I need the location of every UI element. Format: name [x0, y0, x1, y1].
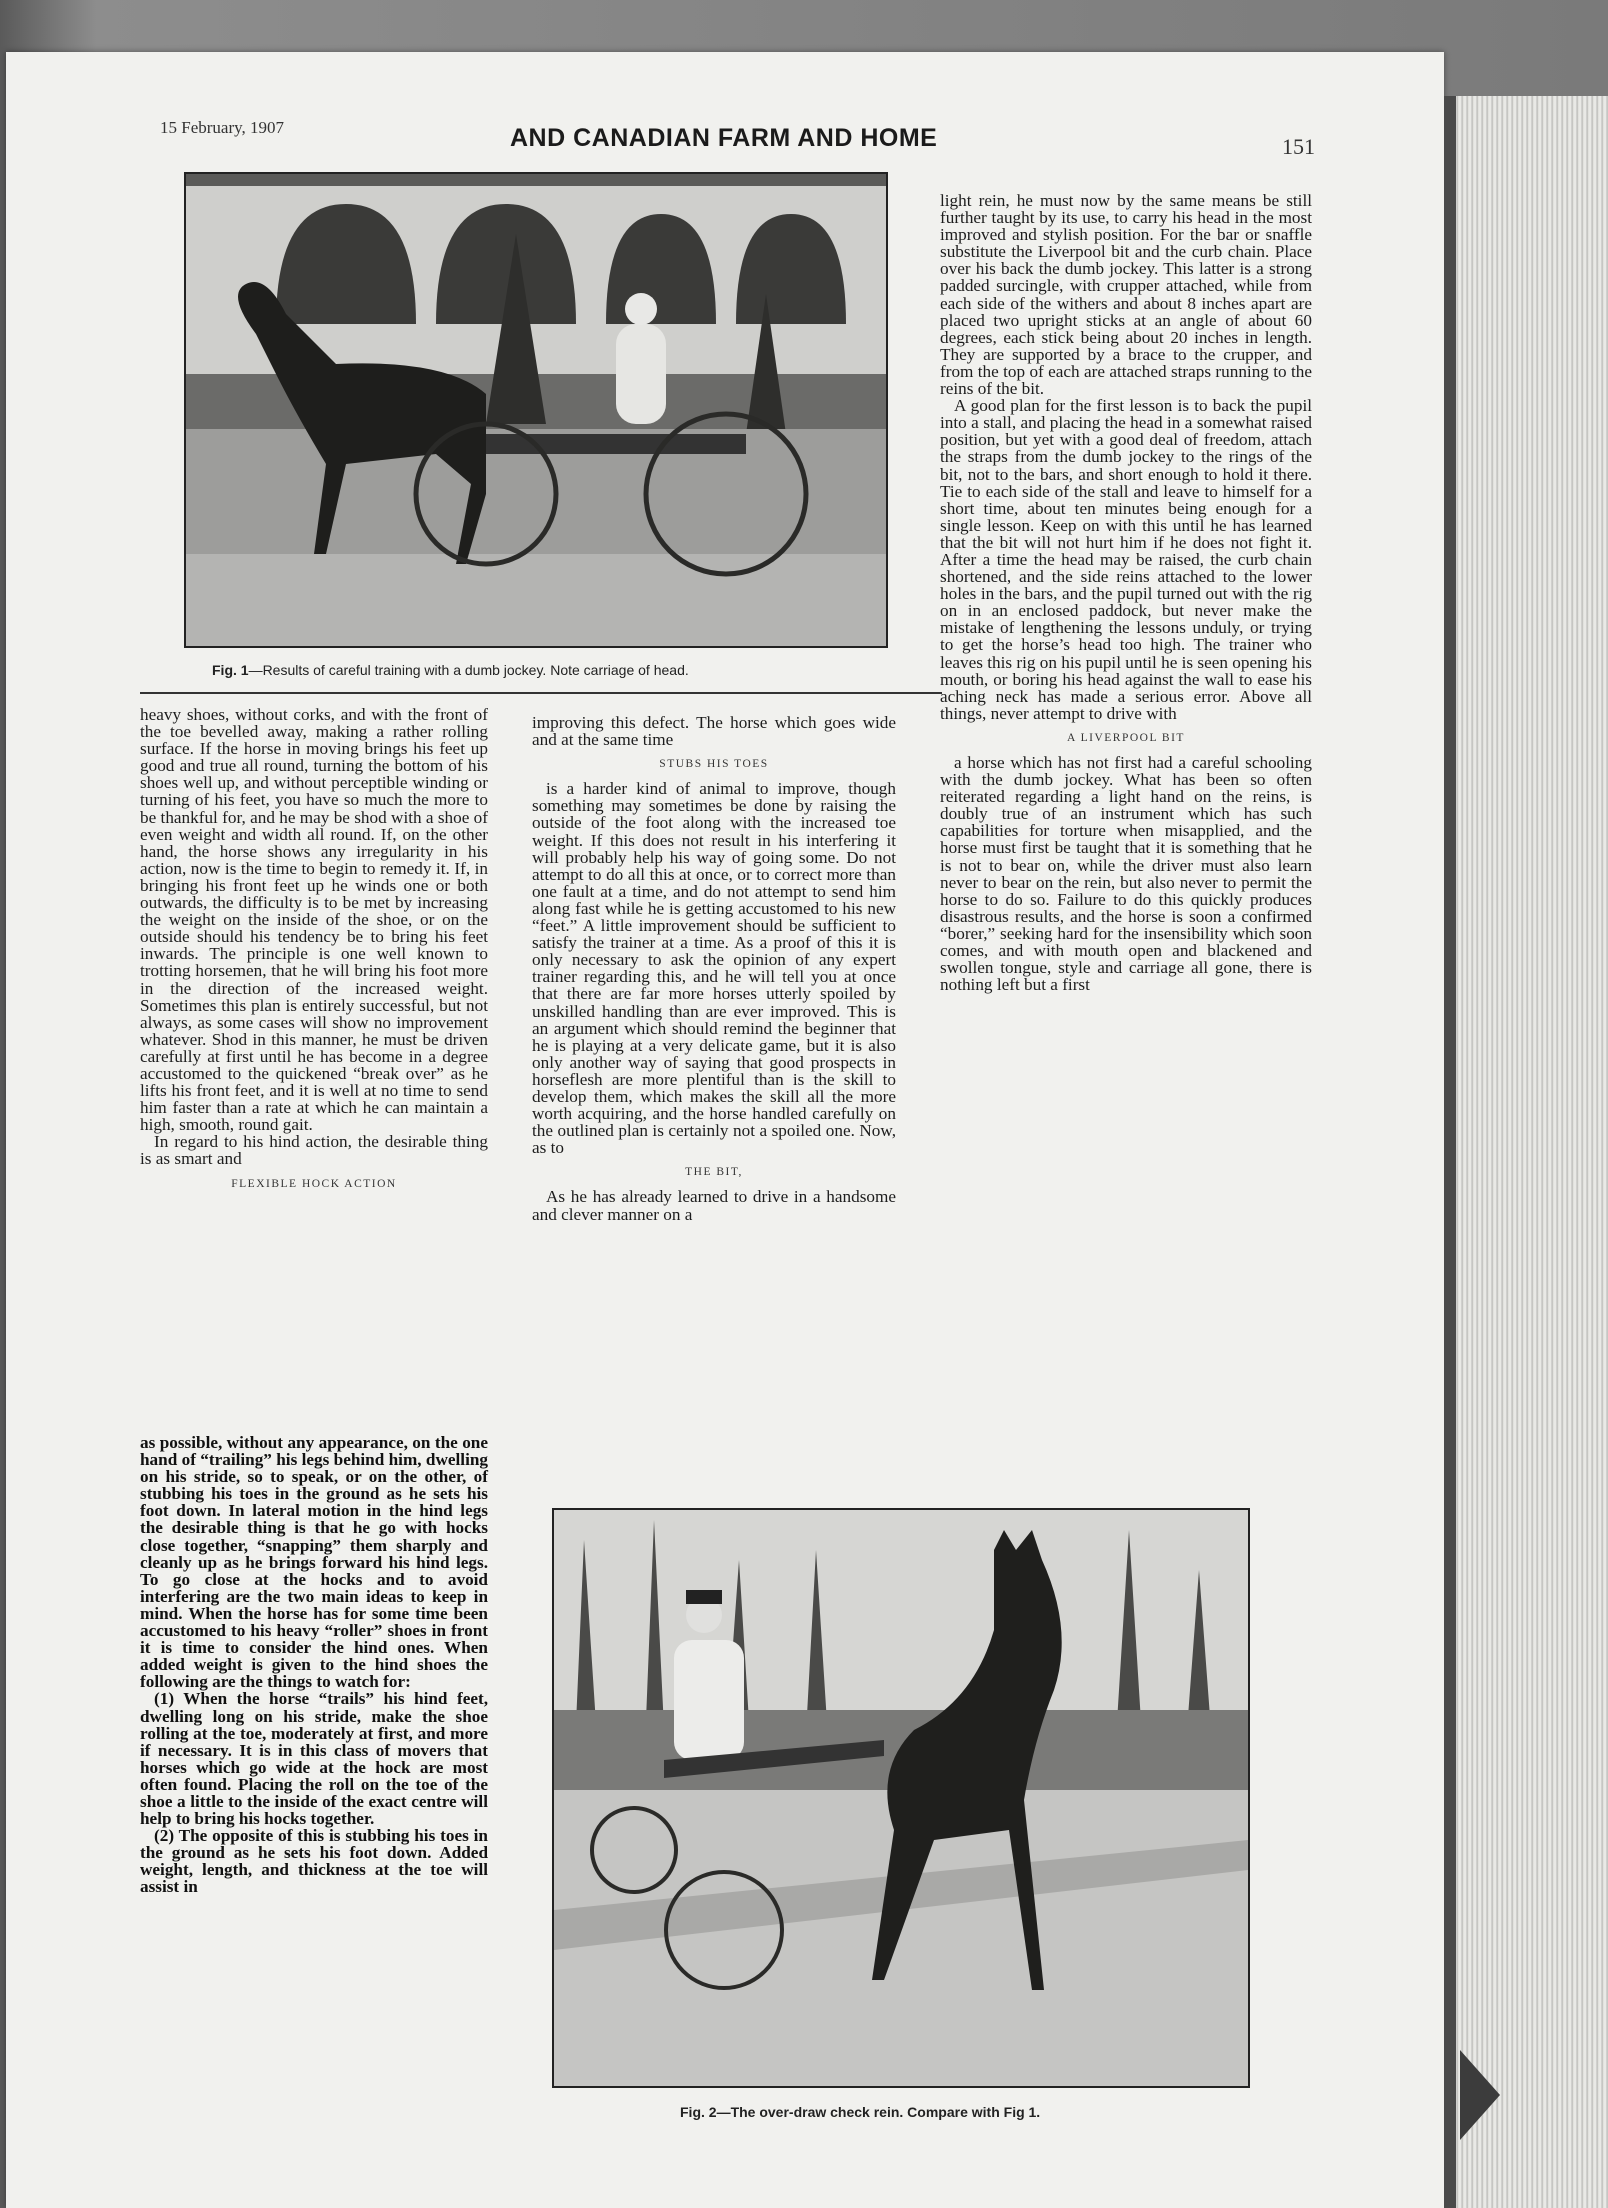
col2-subhead-the-bit: THE BIT, — [685, 1166, 743, 1179]
col3-paragraph-2: A good plan for the first lesson is to back the pupil into a stall, and placing the head in a somewhat raised position, but yet with a good deal of freedom, attach the straps from the dumb jockey to the rings of the bit, not to the bars, and short enough to hold it there. Tie to each side of the stall and leave to himself for a short time, about ten minutes being enough for a single lesson. Keep on with this until he has learned that the bit will not hurt him if he does not fight it. After a time the head may be raised, the curb chain shortened, and the side reins attached to the lower holes in the bars, and the pupil turned out with the rig on in an enclosed paddock, but never make the mistake of lengthening the lessons unduly, or trying to get the horse’s head too high. The trainer who leaves this rig on his pupil until he is seen opening his mouth, or boring his head against the wall to ease his aching neck has made a serious error. Above all things, never attempt to drive with — [940, 396, 1312, 723]
col2-paragraph-3: As he has already learned to drive in a handsome and clever manner on a — [532, 1187, 896, 1224]
figure-1-caption-text: —Results of careful training with a dumb jockey. Note carriage of head. — [248, 662, 689, 678]
horse-carriage-woman-photo — [186, 174, 886, 646]
figure-2-caption-text: —The over-draw check rein. Compare with Fig 1. — [716, 2104, 1041, 2120]
col1-paragraph-1: heavy shoes, without corks, and with the front of the toe bevelled away, making a rather rolling surface. If the horse in moving brings his feet up good and true all round, turning the bottom of his shoes well up, and without perceptible winding or turning of his feet, you have so much the more to be thankful for, and he may be shod with a shoe of even weight and width all round. If, on the other hand, the horse shows any irregularity in his action, now is the time to begin to remedy it. If, in bringing his front feet up he winds one or both outwards, the difficulty is to be met by increasing the weight on the inside of the shoe, or on the outside should his tendency be to bring his feet inwards. The principle is one well known to trotting horsemen, that he will bring his foot more in the direction of the increased weight. Sometimes this plan is entirely successful, but not always, as some cases will show no improvement whatever. Shod in this manner, he must be driven carefully at first until he has become in a degree accustomed to the quickened “break over” as he lifts his front feet, and it is well at no time to send him faster than a rate at which he can maintain a high, smooth, round gait. — [140, 705, 488, 1135]
header-title: AND CANADIAN FARM AND HOME — [510, 124, 938, 152]
col1-paragraph-5: (2) The opposite of this is stubbing his toes in the ground as he sets his foot down. Added weight, length, and thickness at the toe will assist in — [140, 1826, 488, 1897]
horse-gig-driver-photo — [554, 1510, 1248, 2086]
col1-paragraph-2: In regard to his hind action, the desirable thing is as smart and — [140, 1132, 488, 1169]
col3-subhead-liverpool-bit: A LIVERPOOL BIT — [1067, 731, 1185, 744]
col1-subhead-flexible-hock-action: FLEXIBLE HOCK ACTION — [231, 1177, 397, 1190]
figure-2-photo — [552, 1508, 1250, 2088]
col3-paragraph-3: a horse which has not first had a careful schooling with the dumb jockey. What has been so often reiterated regarding a light hand on the reins, is doubly true of an instrument which has such capabilities for torture when misapplied, and the horse must first be taught that it is something that he is not to bear on, while the driver must also learn never to bear on the rein, but also never to permit the horse to do so. Failure to do this quickly produces disastrous results, and the horse is soon a confirmed “borer,” seeking hard for the insensibility which soon comes, and with mouth open and blackened and swollen tongue, style and carriage all gone, there is nothing left but a first — [940, 753, 1312, 995]
header-date: 15 February, 1907 — [160, 118, 285, 137]
column-3 — [940, 192, 1312, 993]
book-page-edges — [1444, 96, 1608, 2208]
col2-subhead-stubs-his-toes: STUBS HIS TOES — [659, 758, 769, 771]
figure-2-caption — [680, 2104, 1040, 2120]
col2-paragraph-2: is a harder kind of animal to improve, though something may sometimes be done by raising the outside of the foot along with the increased toe weight. If this does not result in his interfering it will probably help his way of going some. Do not attempt to do all this at once, or to correct more than one fault at a time, and do not attempt to send him along fast while he is getting accustomed to his new “feet.” A little improvement should be sufficient to satisfy the trainer at a time. As a proof of this it is only necessary to ask the opinion of any expert trainer regarding this, and he will tell you at once that there are far more horses utterly spoiled by unskilled handling than are ever improved. This is an argument which should remind the beginner that he is playing at a very delicate game, but it is also only another way of saying that good prospects in horseflesh are more plentiful than is the skill to develop them, which makes the skill all the more worth acquiring, and the horse handled carefully on the outlined plan is certainly not a spoiled one. Now, as to — [532, 779, 896, 1158]
col2-paragraph-1: improving this defect. The horse which goes wide and at the same time — [532, 713, 896, 750]
page-number: 151 — [1282, 134, 1315, 159]
column-1-upper — [140, 706, 488, 1200]
figure-1-caption — [212, 662, 689, 678]
col3-paragraph-1: light rein, he must now by the same means be still further taught by its use, to carry his head in the most improved and stylish position. For the bar or snaffle substitute the Liverpool bit and the curb chain. Place over his back the dumb jockey. This latter is a strong padded surcingle, with crupper attached, while from each side of the withers and about 8 inches apart are placed two upright sticks at an angle of about 60 degrees, each stick being about 20 inches in length. They are supported by a brace to the crupper, and from the top of each are attached straps running to the reins of the bit. — [940, 191, 1312, 399]
figure-1-photo — [184, 172, 888, 648]
column-2 — [532, 714, 896, 1223]
figure-2-label: Fig. 2 — [680, 2104, 717, 2120]
figure-1-label: Fig. 1 — [212, 662, 249, 678]
col1-paragraph-3: as possible, without any appearance, on the one hand of “trailing” his legs behind him, dwelling on his stride, so to speak, or on the other, of stubbing his toes in the ground as he sets his foot down. In lateral motion in the hind legs the desirable thing is that he go with hocks close together, “snapping” them sharply and cleanly up as he brings forward his hind legs. To go close at the hocks and to avoid interfering are the two main ideas to keep in mind. When the horse has for some time been accustomed to his heavy “roller” shoes in front it is time to consider the hind ones. When added weight is given to the hind shoes the following are the things to watch for: — [140, 1433, 488, 1692]
col1-paragraph-4: (1) When the horse “trails” his hind feet, dwelling long on his stride, make the shoe rolling at the toe, moderately at first, and more if necessary. It is in this class of movers that horses which go wide at the hock are most often found. Placing the roll on the toe of the shoe a little to the inside of the exact centre will help to bring his hocks together. — [140, 1689, 488, 1829]
column-1-lower — [140, 1434, 488, 1896]
page-fold-shadow — [1444, 96, 1456, 2208]
column-rule — [140, 692, 942, 694]
